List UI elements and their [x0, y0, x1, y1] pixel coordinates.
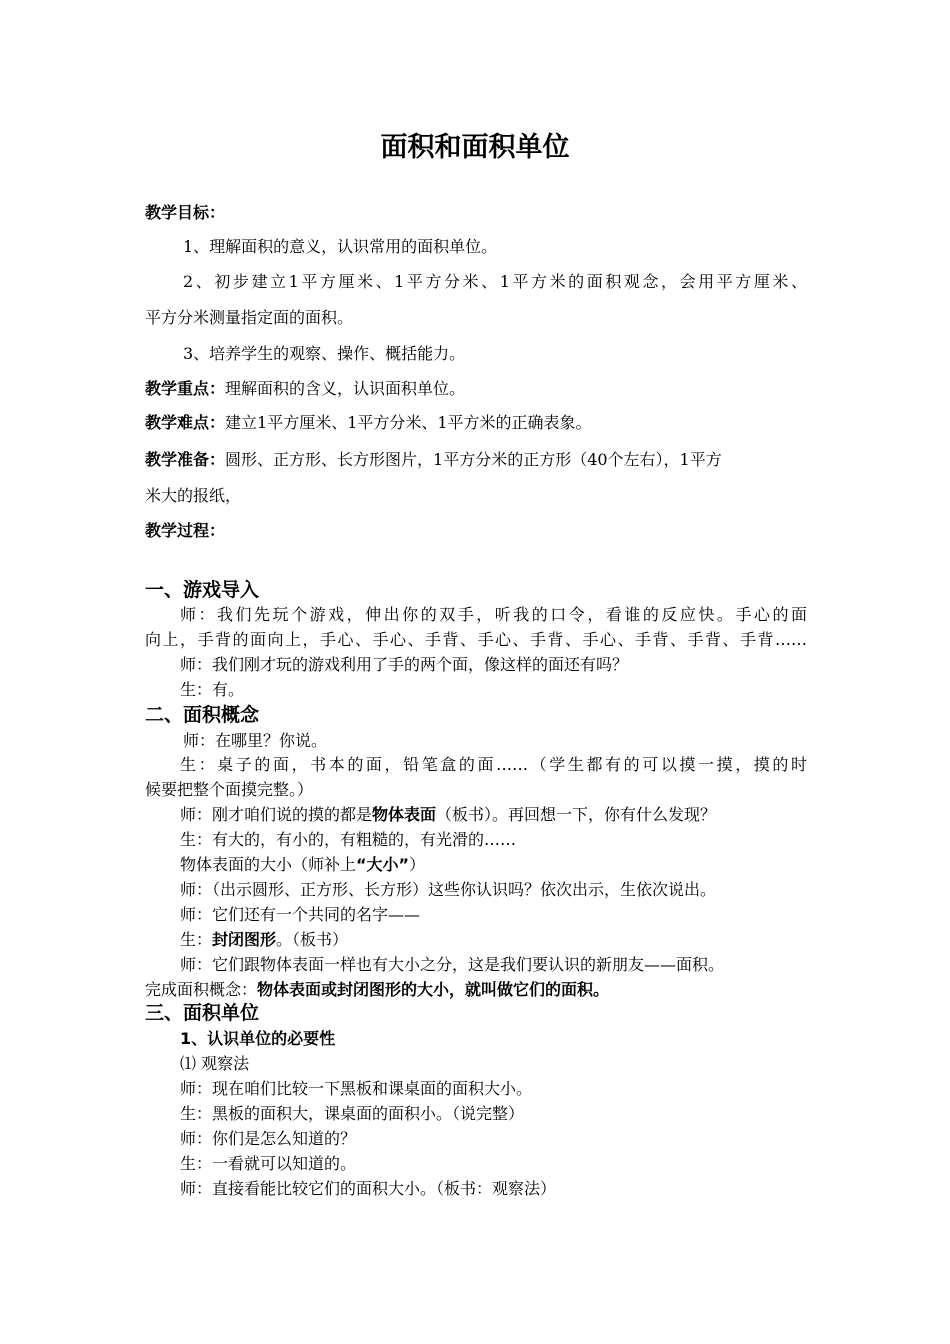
section-heading: 三、面积单位 [145, 1002, 260, 1024]
paragraph-line: 生：有。 [180, 680, 245, 699]
paragraph-line: 师：刚才咱们说的摸的都是物体表面（板书）。再回想一下，你有什么发现？ [180, 805, 717, 824]
objective-item: 1、理解面积的意义，认识常用的面积单位。 [183, 237, 498, 256]
preparation-cont: 米大的报纸， [145, 486, 242, 505]
paragraph-line: 师：你们是怎么知道的？ [180, 1129, 357, 1148]
paragraph-line: 师：直接看能比较它们的面积大小。（板书：观察法） [180, 1179, 557, 1198]
process-label: 教学过程： [145, 521, 226, 540]
objective-item: 平方分米测量指定面的面积。 [145, 308, 354, 327]
objectives-label: 教学目标： [145, 203, 226, 222]
paragraph-line: 生：一看就可以知道的。 [180, 1154, 357, 1173]
paragraph-line: 候要把整个面摸完整。） [145, 780, 314, 799]
preparation: 教学准备：圆形、正方形、长方形图片，1平方分米的正方形（40个左右），1平方 [145, 450, 722, 469]
section-heading: 二、面积概念 [145, 704, 260, 726]
paragraph-line: 向上，手背的面向上，手心、手心、手背、手心、手背、手心、手背、手背、手背…… [145, 630, 807, 649]
paragraph-line: 师：它们跟物体表面一样也有大小之分，这是我们要认识的新朋友——面积。 [180, 955, 725, 974]
paragraph-line: 师：在哪里？你说。 [183, 731, 328, 750]
paragraph-line: 师：现在咱们比较一下黑板和课桌面的面积大小。 [180, 1079, 533, 1098]
paragraph-line: 师：（出示圆形、正方形、长方形）这些你认识吗？依次出示，生依次说出。 [180, 880, 717, 899]
document-title: 面积和面积单位 [380, 132, 570, 163]
paragraph-line: 师：它们还有一个共同的名字—— [180, 905, 421, 924]
paragraph-line: 生：黑板的面积大，课桌面的面积小。（说完整） [180, 1104, 525, 1123]
section-heading: 一、游戏导入 [145, 579, 260, 601]
paragraph-line: 师：我们刚才玩的游戏利用了手的两个面，像这样的面还有吗？ [180, 655, 629, 674]
key-point: 教学重点：理解面积的含义，认识面积单位。 [145, 379, 466, 398]
paragraph-line: 生：桌子的面，书本的面，铅笔盒的面……（学生都有的可以摸一摸，摸的时 [180, 755, 807, 774]
paragraph-line: 生：封闭图形。（板书） [180, 930, 349, 949]
difficulty: 教学难点：建立1平方厘米、1平方分米、1平方米的正确表象。 [145, 413, 592, 432]
paragraph-line: 完成面积概念：物体表面或封闭图形的大小，就叫做它们的面积。 [145, 980, 610, 999]
paragraph-line: 生：有大的，有小的，有粗糙的，有光滑的…… [180, 830, 517, 849]
objective-item: 2、初步建立1平方厘米、1平方分米、1平方米的面积观念，会用平方厘米、 [183, 272, 807, 291]
objective-item: 3、培养学生的观察、操作、概括能力。 [183, 344, 466, 363]
paragraph-line: 物体表面的大小（师补上“大小”） [180, 855, 426, 874]
paragraph-line: 师：我们先玩个游戏，伸出你的双手，听我的口令，看谁的反应快。手心的面 [180, 605, 807, 624]
subsection-heading: 1、认识单位的必要性 [180, 1029, 336, 1048]
paragraph-line: ⑴ 观察法 [180, 1054, 250, 1073]
